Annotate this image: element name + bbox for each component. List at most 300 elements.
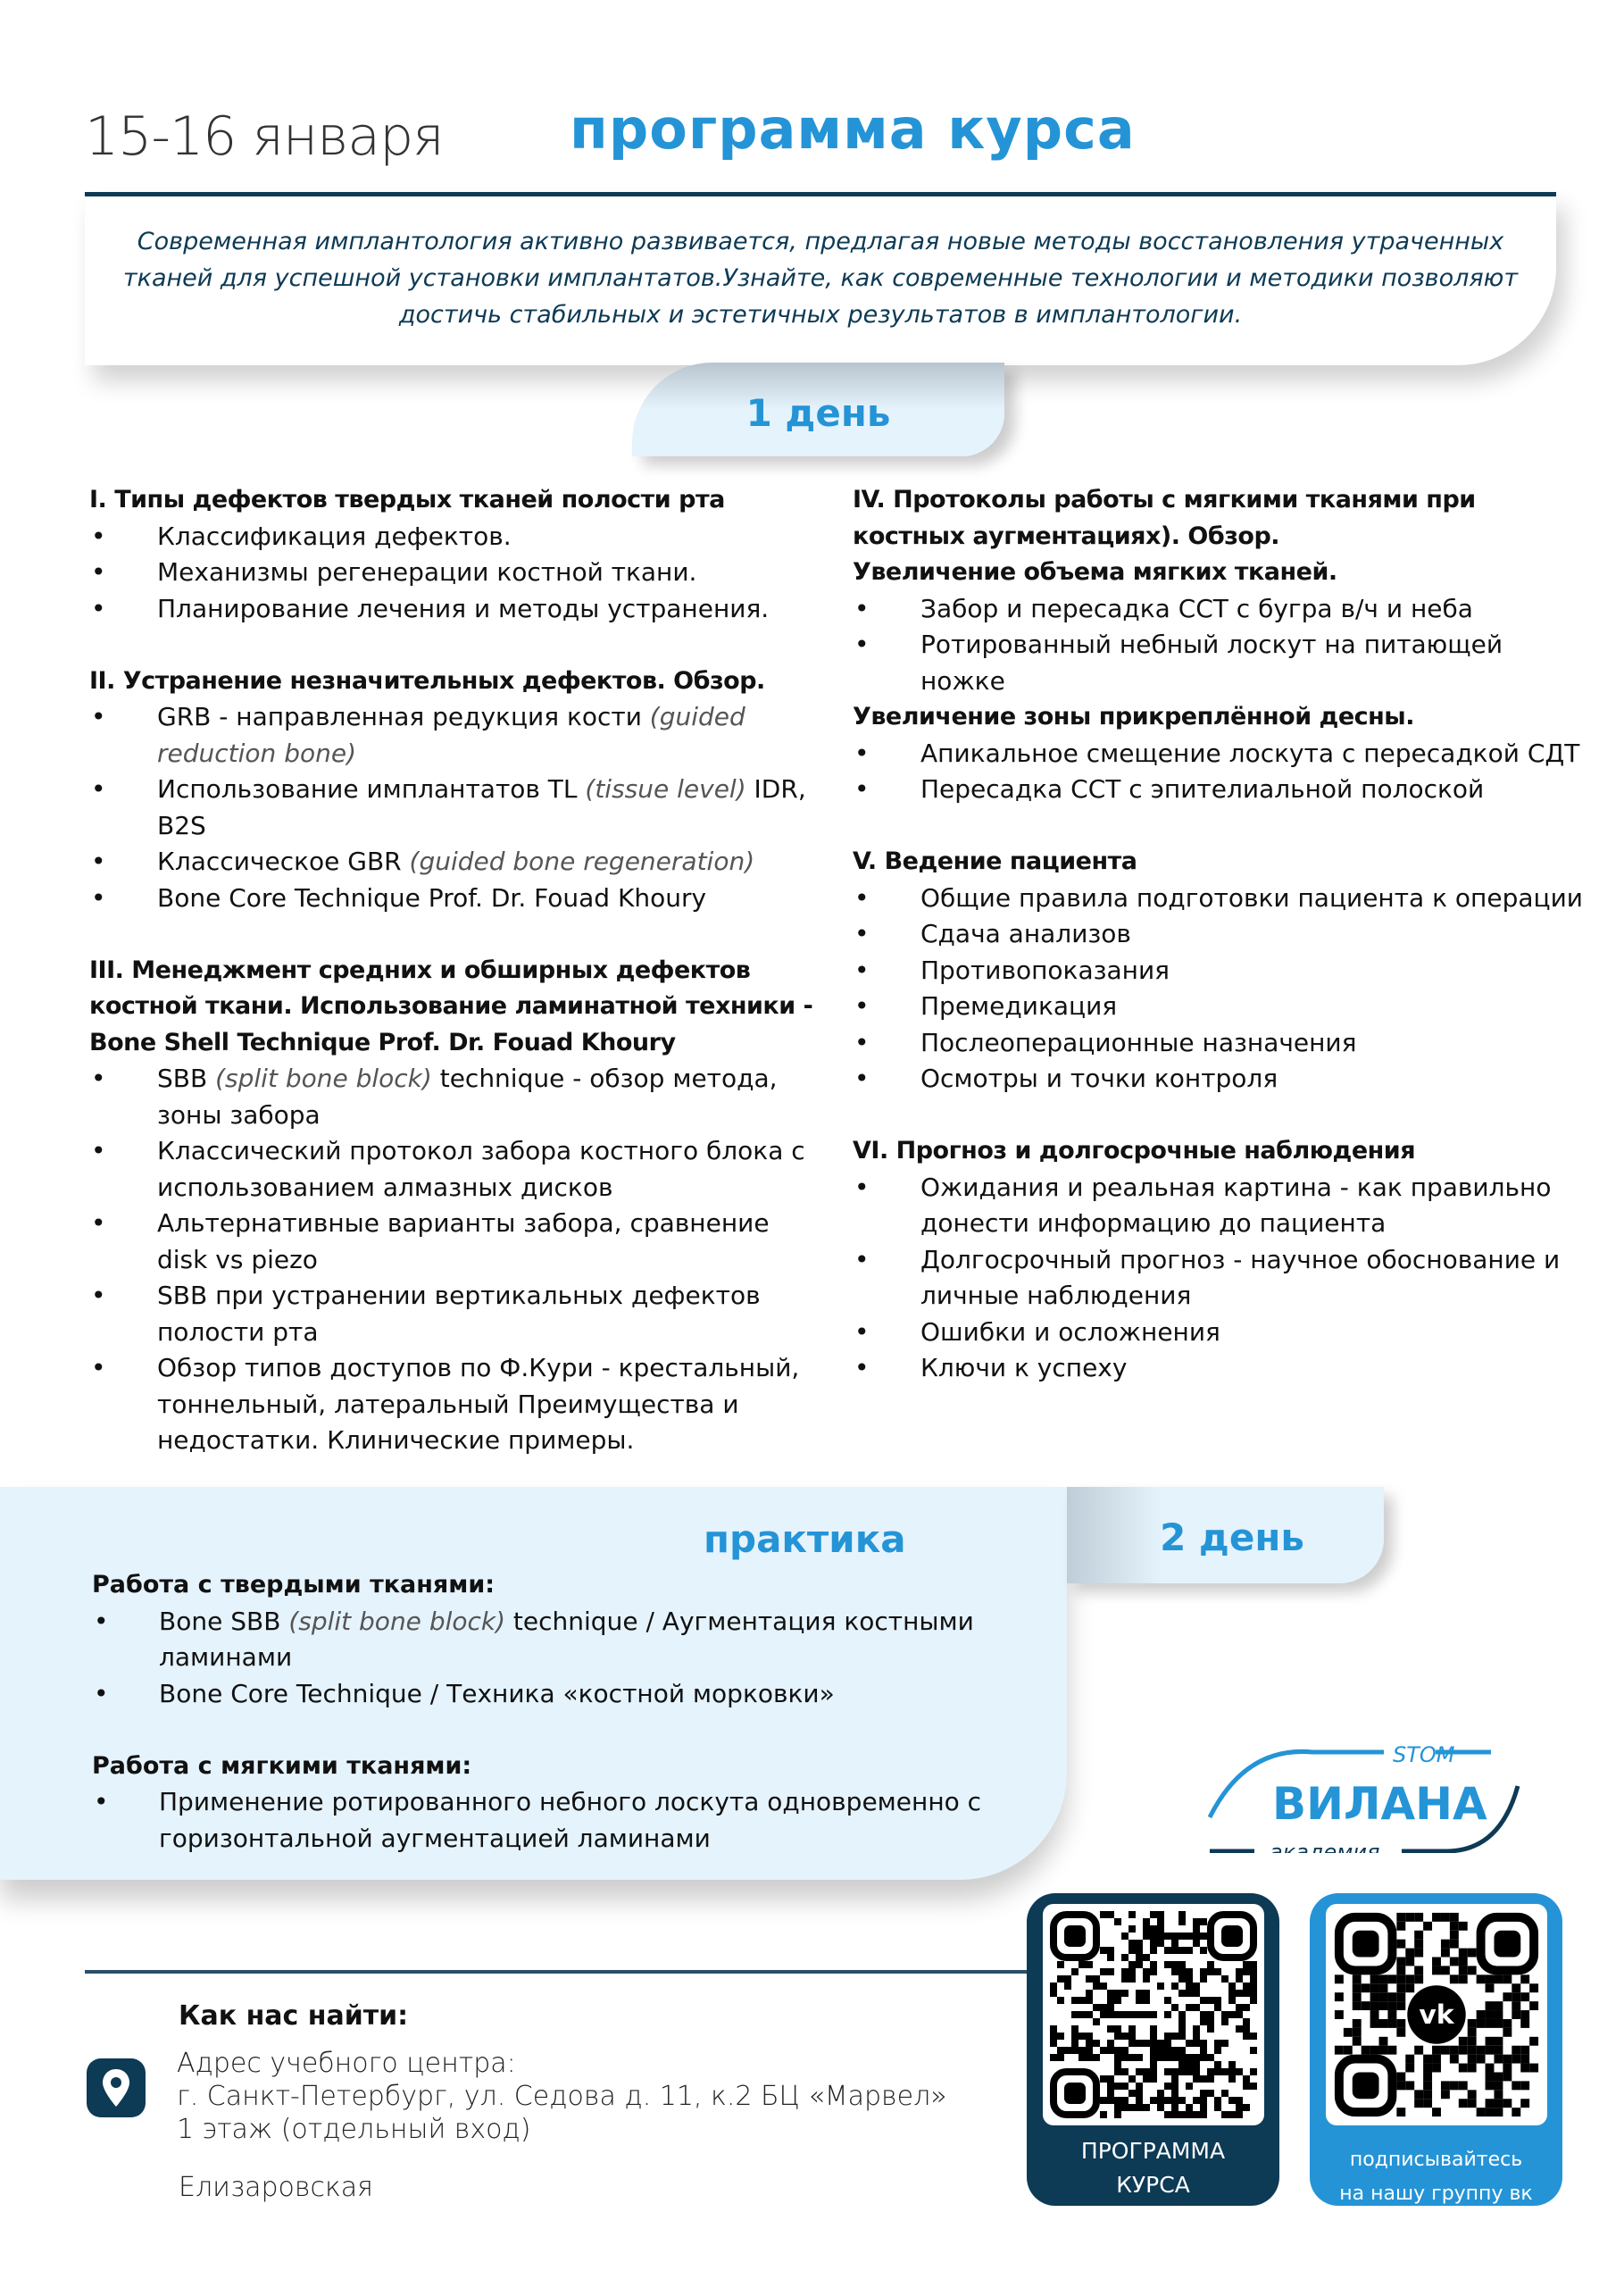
- metro-station: Елизаровская: [179, 2172, 373, 2203]
- practice-heading: Работа с мягкими тканями:: [92, 1751, 472, 1780]
- qr-module: [1143, 2068, 1150, 2075]
- day2-label: 2 день: [1160, 1515, 1304, 1559]
- qr-module: [1114, 2061, 1121, 2068]
- qr-module: [1494, 2001, 1503, 2010]
- qr-module: [1441, 1940, 1450, 1949]
- qr-module: [1200, 2047, 1207, 2054]
- qr-module: [1186, 1968, 1193, 1975]
- qr-module: [1064, 1975, 1071, 1983]
- qr-module: [1379, 2046, 1388, 2055]
- qr-module: [1228, 2011, 1236, 2018]
- qr-module: [1057, 2047, 1064, 2054]
- qr-module: [1221, 1975, 1228, 1983]
- qr-finder-center: [1064, 1925, 1086, 1947]
- qr-module: [1396, 1958, 1405, 1966]
- qr-module: [1150, 2054, 1157, 2061]
- qr-module: [1379, 1974, 1388, 1983]
- qr-module: [1114, 1990, 1121, 1997]
- qr-module: [1468, 2099, 1477, 2108]
- qr-module: [1114, 1997, 1121, 2004]
- qr-module: [1370, 2019, 1379, 2028]
- logo-main: ВИЛАНА: [1272, 1778, 1487, 1830]
- qr-module: [1207, 2090, 1214, 2097]
- qr-module: [1164, 2040, 1171, 2047]
- qr-module: [1107, 1997, 1114, 2004]
- qr-module: [1171, 1961, 1178, 1968]
- qr-module: [1405, 1949, 1414, 1958]
- qr-module: [1171, 2075, 1178, 2083]
- qr-module: [1186, 2104, 1193, 2111]
- qr-module: [1114, 1918, 1121, 1925]
- qr-module: [1193, 2025, 1200, 2033]
- item-text: Bone SBB: [159, 1606, 289, 1636]
- qr-module: [1396, 2001, 1405, 2010]
- qr-module: [1214, 2104, 1221, 2111]
- qr-module: [1128, 2104, 1136, 2111]
- qr-module: [1128, 2040, 1136, 2047]
- qr-module: [1079, 2033, 1086, 2040]
- intro-box: [85, 192, 1556, 365]
- qr-module: [1057, 1997, 1064, 2004]
- program-qr-card[interactable]: [1027, 1893, 1279, 2206]
- qr-module: [1178, 2097, 1186, 2104]
- qr-module: [1477, 2010, 1486, 2019]
- qr-module: [1494, 2108, 1503, 2116]
- qr-module: [1512, 2046, 1520, 2055]
- section-heading: V. Ведение пациента: [853, 847, 1137, 875]
- vk-qr-code[interactable]: [1326, 1904, 1547, 2125]
- qr-module: [1100, 1947, 1107, 1954]
- qr-module: [1150, 2061, 1157, 2068]
- qr-module: [1243, 2025, 1250, 2033]
- qr-module: [1486, 2019, 1495, 2028]
- qr-module: [1512, 2081, 1520, 2090]
- qr-module: [1150, 2040, 1157, 2047]
- practice-title: практика: [704, 1517, 906, 1561]
- qr-module: [1236, 2011, 1243, 2018]
- list-item: • Апикальное смещение лоскута с пересадкой СДТ: [853, 736, 1585, 772]
- qr-module: [1143, 1925, 1150, 1933]
- qr-module: [1450, 1931, 1459, 1940]
- qr-module: [1207, 1968, 1214, 1975]
- qr-module: [1093, 1975, 1100, 1983]
- qr-module: [1071, 1968, 1079, 1975]
- qr-module: [1459, 2081, 1468, 2090]
- qr-module: [1143, 1975, 1150, 1983]
- qr-module: [1128, 2054, 1136, 2061]
- qr-module: [1178, 1911, 1186, 1918]
- item-note: (split bone block): [288, 1606, 506, 1636]
- address-floor: 1 этаж (отдельный вход): [177, 2114, 531, 2145]
- qr-module: [1432, 2055, 1441, 2064]
- qr-finder-center: [1353, 2072, 1379, 2099]
- qr-module: [1405, 2081, 1414, 2090]
- qr-module: [1494, 2037, 1503, 2046]
- qr-module: [1193, 2033, 1200, 2040]
- qr-module: [1079, 1961, 1086, 1968]
- list-item: • Bone Core Technique / Техника «костной морковки»: [92, 1676, 1038, 1713]
- qr-code-pattern: [1043, 1904, 1264, 2125]
- logo-academy: академия: [1270, 1840, 1380, 1853]
- qr-module: [1423, 2055, 1432, 2064]
- qr-module: [1520, 1974, 1529, 1983]
- qr-module: [1086, 2047, 1093, 2054]
- caption-line: на нашу группу вк: [1339, 2183, 1533, 2205]
- qr-module: [1529, 2064, 1538, 2073]
- qr-module: [1214, 2004, 1221, 2011]
- qr-module: [1157, 1983, 1164, 1990]
- qr-module: [1468, 2037, 1477, 2046]
- list-item: • Сдача анализов: [853, 916, 1585, 953]
- qr-module: [1423, 2090, 1432, 2099]
- qr-module: [1121, 2054, 1128, 2061]
- qr-module: [1057, 2054, 1064, 2061]
- qr-module: [1486, 2108, 1495, 2116]
- qr-module: [1214, 2068, 1221, 2075]
- qr-module: [1157, 2047, 1164, 2054]
- qr-module: [1344, 2046, 1353, 2055]
- qr-module: [1200, 2111, 1207, 2118]
- qr-module: [1200, 1947, 1207, 1954]
- section-list: [853, 1170, 1585, 1387]
- qr-module: [1086, 1990, 1093, 1997]
- section-list: [89, 519, 821, 628]
- qr-module: [1143, 2011, 1150, 2018]
- qr-module: [1468, 2028, 1477, 2037]
- qr-module: [1250, 1990, 1257, 1997]
- qr-module: [1150, 2047, 1157, 2054]
- qr-module: [1164, 1997, 1171, 2004]
- qr-module: [1150, 1925, 1157, 1933]
- qr-module: [1250, 2068, 1257, 2075]
- qr-module: [1157, 2090, 1164, 2097]
- qr-module: [1164, 1933, 1171, 1940]
- qr-module: [1441, 2090, 1450, 2099]
- qr-module: [1171, 2004, 1178, 2011]
- qr-module: [1228, 1983, 1236, 1990]
- qr-module: [1370, 2010, 1379, 2019]
- qr-module: [1150, 2011, 1157, 2018]
- qr-module: [1228, 2111, 1236, 2118]
- qr-module: [1441, 1949, 1450, 1958]
- item-text-end: IDR, B2S: [157, 774, 806, 840]
- qr-module: [1171, 1968, 1178, 1975]
- qr-module: [1503, 2028, 1512, 2037]
- qr-module: [1503, 2099, 1512, 2108]
- qr-module: [1121, 2083, 1128, 2090]
- qr-module: [1486, 2046, 1495, 2055]
- qr-module: [1450, 2055, 1459, 2064]
- qr-module: [1171, 2068, 1178, 2075]
- vk-qr-caption: [1310, 2143, 1562, 2211]
- qr-module: [1396, 2108, 1405, 2116]
- qr-module: [1186, 1975, 1193, 1983]
- qr-module: [1079, 2054, 1086, 2061]
- qr-module: [1468, 2064, 1477, 2073]
- qr-module: [1200, 1997, 1207, 2004]
- qr-module: [1107, 1990, 1114, 1997]
- qr-module: [1121, 2033, 1128, 2040]
- qr-module: [1171, 1983, 1178, 1990]
- qr-module: [1221, 2018, 1228, 2025]
- qr-module: [1423, 2099, 1432, 2108]
- qr-module: [1086, 2033, 1093, 2040]
- qr-module: [1353, 2001, 1362, 2010]
- qr-module: [1057, 2033, 1064, 2040]
- qr-module: [1128, 2011, 1136, 2018]
- qr-module: [1186, 2054, 1193, 2061]
- qr-module: [1243, 2075, 1250, 2083]
- list-item: • Планирование лечения и методы устранения.: [89, 591, 821, 628]
- qr-module: [1207, 1997, 1214, 2004]
- qr-module: [1121, 2011, 1128, 2018]
- qr-module: [1071, 2011, 1079, 2018]
- list-item: • Ключи к успеху: [853, 1350, 1585, 1387]
- qr-module: [1150, 1933, 1157, 1940]
- qr-module: [1432, 2108, 1441, 2116]
- qr-module: [1243, 1968, 1250, 1975]
- qr-module: [1486, 2072, 1495, 2081]
- qr-module: [1503, 2055, 1512, 2064]
- item-text: GRB - направленная редукция кости: [157, 702, 650, 731]
- qr-module: [1171, 2054, 1178, 2061]
- section-heading: VI. Прогноз и долгосрочные наблюдения: [853, 1137, 1416, 1165]
- qr-module: [1136, 1940, 1143, 1947]
- qr-module: [1387, 2001, 1396, 2010]
- qr-module: [1193, 2004, 1200, 2011]
- qr-module: [1441, 1913, 1450, 1922]
- item-text-end: technique - обзор метода, зоны забора: [157, 1064, 778, 1130]
- qr-module: [1150, 2075, 1157, 2083]
- qr-module: [1157, 1918, 1164, 1925]
- qr-module: [1387, 2046, 1396, 2055]
- qr-module: [1450, 1958, 1459, 1966]
- qr-module: [1432, 1913, 1441, 1922]
- qr-module: [1100, 2097, 1107, 2104]
- qr-module: [1171, 2090, 1178, 2097]
- qr-module: [1512, 1983, 1520, 1992]
- vk-icon-glyph: vk: [1419, 1999, 1454, 2031]
- qr-module: [1178, 2018, 1186, 2025]
- qr-module: [1136, 1947, 1143, 1954]
- qr-module: [1468, 2019, 1477, 2028]
- qr-module: [1200, 2011, 1207, 2018]
- qr-module: [1362, 1983, 1370, 1992]
- qr-module: [1157, 1933, 1164, 1940]
- qr-module: [1503, 1992, 1512, 2001]
- qr-module: [1221, 2068, 1228, 2075]
- qr-module: [1228, 1990, 1236, 1997]
- qr-module: [1186, 2068, 1193, 2075]
- practice-body: [92, 1567, 1038, 1857]
- qr-module: [1486, 1974, 1495, 1983]
- qr-module: [1353, 1983, 1362, 1992]
- qr-module: [1228, 2068, 1236, 2075]
- qr-module: [1171, 2083, 1178, 2090]
- qr-module: [1441, 2046, 1450, 2055]
- qr-module: [1450, 2046, 1459, 2055]
- qr-module: [1164, 2054, 1171, 2061]
- qr-module: [1107, 1911, 1114, 1918]
- qr-module: [1353, 1992, 1362, 2001]
- qr-module: [1236, 2068, 1243, 2075]
- find-us-title: Как нас найти:: [179, 2000, 409, 2032]
- qr-module: [1414, 1913, 1423, 1922]
- qr-module: [1468, 1949, 1477, 1958]
- day1-label: 1 день: [745, 391, 891, 435]
- qr-module: [1150, 2033, 1157, 2040]
- qr-module: [1114, 2025, 1121, 2033]
- qr-module: [1477, 1974, 1486, 1983]
- list-item: • Долгосрочный прогноз - научное обоснование и личные наблюдения: [853, 1242, 1585, 1315]
- qr-module: [1157, 2104, 1164, 2111]
- qr-module: [1121, 2047, 1128, 2054]
- qr-module: [1150, 1940, 1157, 1947]
- qr-module: [1529, 2001, 1538, 2010]
- address-block: [177, 2047, 947, 2146]
- qr-module: [1494, 2046, 1503, 2055]
- qr-module: [1121, 1954, 1128, 1961]
- qr-module: [1150, 2097, 1157, 2104]
- qr-module: [1207, 2075, 1214, 2083]
- qr-module: [1414, 2099, 1423, 2108]
- qr-module: [1136, 2068, 1143, 2075]
- qr-module: [1520, 2055, 1529, 2064]
- qr-module: [1121, 2104, 1128, 2111]
- qr-module: [1221, 2090, 1228, 2097]
- qr-module: [1387, 2019, 1396, 2028]
- qr-module: [1143, 1918, 1150, 1925]
- qr-module: [1236, 2025, 1243, 2033]
- qr-module: [1486, 2010, 1495, 2019]
- qr-module: [1512, 1992, 1520, 2001]
- qr-module: [1071, 2025, 1079, 2033]
- qr-module: [1100, 2075, 1107, 2083]
- qr-module: [1143, 1933, 1150, 1940]
- address-label: Адрес учебного центра:: [177, 2048, 516, 2079]
- qr-module: [1405, 1913, 1414, 1922]
- qr-module: [1236, 1990, 1243, 1997]
- practice-heading: Работа с твердыми тканями:: [92, 1571, 496, 1599]
- qr-module: [1178, 2025, 1186, 2033]
- qr-module: [1396, 1983, 1405, 1992]
- list-item: • Альтернативные варианты забора, сравнение disk vs piezo: [89, 1206, 821, 1278]
- qr-module: [1157, 1925, 1164, 1933]
- practice-list: [92, 1784, 1038, 1857]
- qr-module: [1450, 1913, 1459, 1922]
- day1-tab: [632, 363, 1004, 456]
- section-heading: I. Типы дефектов твердых тканей полости рта: [89, 486, 725, 513]
- list-item: • Противопоказания: [853, 953, 1585, 989]
- qr-module: [1093, 2054, 1100, 2061]
- qr-module: [1243, 2033, 1250, 2040]
- qr-module: [1520, 2019, 1529, 2028]
- qr-module: [1178, 1933, 1186, 1940]
- qr-module: [1486, 2037, 1495, 2046]
- qr-module: [1178, 2061, 1186, 2068]
- qr-module: [1143, 1968, 1150, 1975]
- qr-module: [1423, 2064, 1432, 2073]
- qr-module: [1450, 1940, 1459, 1949]
- qr-module: [1450, 1974, 1459, 1983]
- caption-line: ПРОГРАММА: [1080, 2138, 1226, 2164]
- qr-module: [1143, 1990, 1150, 1997]
- qr-module: [1186, 1947, 1193, 1954]
- qr-module: [1107, 1968, 1114, 1975]
- qr-module: [1100, 2004, 1107, 2011]
- qr-module: [1128, 1961, 1136, 1968]
- qr-module: [1200, 1933, 1207, 1940]
- qr-module: [1200, 1968, 1207, 1975]
- qr-module: [1228, 2097, 1236, 2104]
- qr-module: [1396, 2028, 1405, 2037]
- qr-module: [1128, 1975, 1136, 1983]
- qr-module: [1200, 2097, 1207, 2104]
- list-item: • Ожидания и реальная картина - как правильно донести информацию до пациента: [853, 1170, 1585, 1242]
- footer-divider: [85, 1970, 1040, 1974]
- program-qr-code[interactable]: [1043, 1904, 1264, 2125]
- qr-module: [1178, 2068, 1186, 2075]
- qr-module: [1150, 2025, 1157, 2033]
- qr-module: [1186, 2004, 1193, 2011]
- qr-module: [1186, 2061, 1193, 2068]
- qr-module: [1086, 1975, 1093, 1983]
- qr-module: [1100, 1968, 1107, 1975]
- qr-module: [1243, 2104, 1250, 2111]
- section-heading: IV. Протоколы работы с мягкими тканями при костных аугментациях). Обзор.: [853, 486, 1476, 550]
- list-item: • Классический протокол забора костного блока с использованием алмазных дисков: [89, 1133, 821, 1206]
- section-list: [853, 591, 1585, 700]
- address-line: г. Санкт-Петербург, ул. Седова д. 11, к.2 БЦ «Марвел»: [177, 2081, 947, 2112]
- qr-module: [1486, 2081, 1495, 2090]
- section-list: [89, 1061, 821, 1459]
- qr-module: [1150, 1911, 1157, 1918]
- qr-module: [1128, 1911, 1136, 1918]
- qr-module: [1228, 1997, 1236, 2004]
- qr-module: [1178, 1947, 1186, 1954]
- qr-module: [1250, 2083, 1257, 2090]
- qr-module: [1171, 1940, 1178, 1947]
- qr-module: [1236, 2004, 1243, 2011]
- qr-module: [1432, 1958, 1441, 1966]
- qr-module: [1459, 1922, 1468, 1931]
- qr-module: [1136, 2097, 1143, 2104]
- qr-module: [1136, 1954, 1143, 1961]
- qr-module: [1379, 2037, 1388, 2046]
- qr-module: [1214, 2061, 1221, 2068]
- vk-qr-card[interactable]: [1310, 1893, 1562, 2206]
- list-item: • Bone Core Technique Prof. Dr. Fouad Khoury: [89, 881, 821, 917]
- item-text: Использование имплантатов TL: [157, 774, 586, 804]
- qr-module: [1093, 2040, 1100, 2047]
- qr-module: [1050, 2033, 1057, 2040]
- qr-module: [1164, 2033, 1171, 2040]
- qr-module: [1423, 2072, 1432, 2081]
- qr-module: [1520, 2081, 1529, 2090]
- qr-module: [1100, 2047, 1107, 2054]
- qr-module: [1150, 1947, 1157, 1954]
- qr-module: [1250, 1983, 1257, 1990]
- vilana-logo: [1205, 1719, 1553, 1853]
- qr-module: [1128, 2075, 1136, 2083]
- qr-module: [1143, 2040, 1150, 2047]
- caption-line: КУРСА: [1116, 2172, 1190, 2198]
- qr-module: [1128, 2033, 1136, 2040]
- qr-module: [1143, 2104, 1150, 2111]
- qr-module: [1136, 1990, 1143, 1997]
- qr-module: [1468, 1966, 1477, 1974]
- qr-module: [1193, 1940, 1200, 1947]
